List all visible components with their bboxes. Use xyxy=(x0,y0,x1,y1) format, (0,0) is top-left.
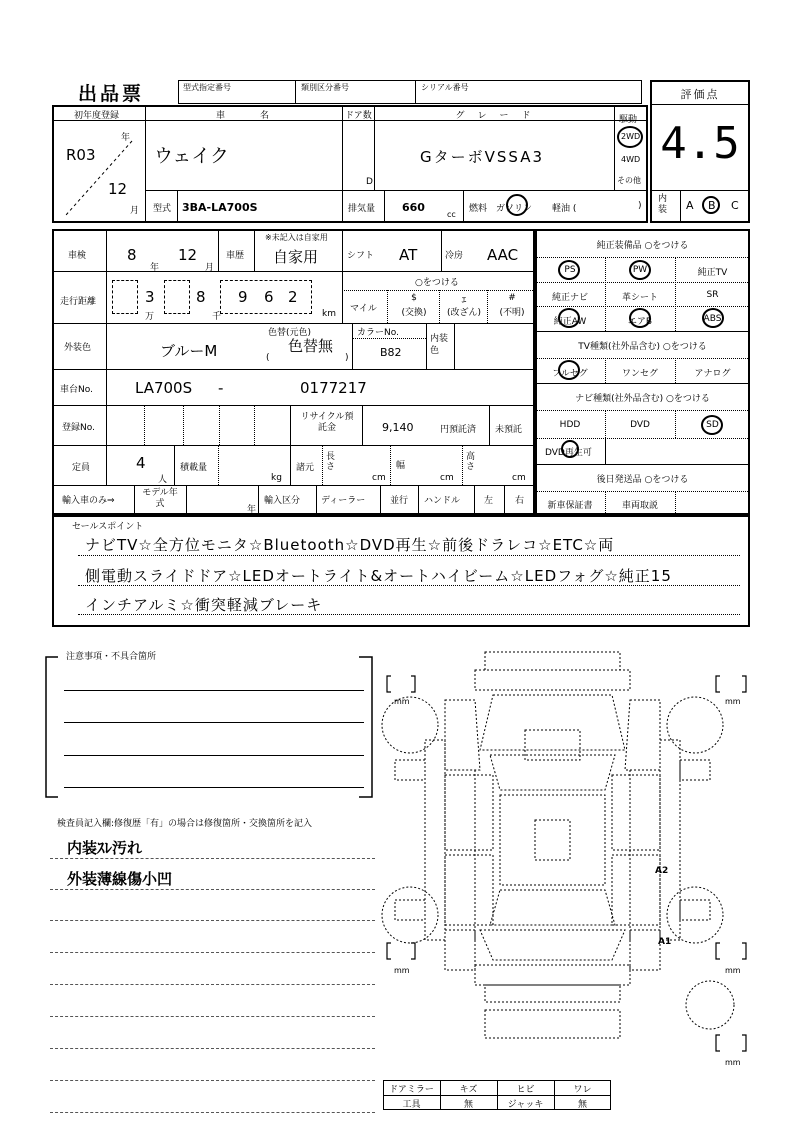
width-unit: cm xyxy=(440,473,454,483)
later-doc-warranty: 新車保証書 xyxy=(547,501,593,511)
interior-label: 内装 xyxy=(658,194,668,215)
serial-label: シリアル番号 xyxy=(421,83,469,92)
length-unit: cm xyxy=(372,473,386,483)
load-unit: kg xyxy=(271,473,282,483)
mileage-digit-box-1 xyxy=(112,280,138,314)
mileage-opt-1: (交換) xyxy=(401,308,427,318)
mileage-circle-note: ○をつける xyxy=(415,278,459,288)
repaint-label: 色替(元色) xyxy=(268,328,312,338)
equipment-title: 純正装備品 ○をつける xyxy=(596,241,689,251)
first-reg-label: 初年度登録 xyxy=(74,111,120,121)
equip-ps-circle xyxy=(558,260,580,280)
acc-door-mirror: ドアミラー xyxy=(389,1085,434,1095)
equip-abs: ABS xyxy=(703,314,722,324)
later-docs-title: 後日発送品 ○をつける xyxy=(596,475,689,485)
load-label: 積載量 xyxy=(180,463,208,473)
equip-aw: 純正AW xyxy=(553,317,587,327)
mileage-unit-sen: 千 xyxy=(212,312,222,322)
equip-tv: 純正TV xyxy=(697,268,728,278)
steering-right: 右 xyxy=(515,496,525,506)
color-code: B82 xyxy=(380,346,402,359)
capacity: 4 xyxy=(136,454,146,472)
chassis-number: 0177217 xyxy=(300,379,367,397)
mm-label-rr: mm xyxy=(725,966,741,975)
navi-dvd-play: DVD再生可 xyxy=(545,448,592,458)
navi-dvd-play-circle xyxy=(561,440,579,458)
drive-other: その他 xyxy=(617,176,641,185)
mileage-unit-man: 万 xyxy=(145,312,155,322)
acc-crack: ヒビ xyxy=(516,1085,535,1095)
grade: GターボVSSA3 xyxy=(420,148,545,166)
mileage-digit-2: 8 xyxy=(196,288,206,306)
navi-sd: SD xyxy=(706,420,719,430)
interior-grade-b: B xyxy=(708,199,716,212)
fuel-gasoline-circle xyxy=(506,194,528,216)
capacity-label: 定員 xyxy=(72,463,91,473)
equip-ps: PS xyxy=(564,265,576,275)
inspection-label: 車検 xyxy=(68,251,87,261)
import-dealer: ディーラー xyxy=(321,496,366,506)
mileage-opt-3-sym: # xyxy=(508,293,516,303)
tv-title: TV種類(社外品含む) ○をつける xyxy=(578,342,707,352)
tv-fullseg-circle xyxy=(558,360,580,380)
first-reg-month: 12 xyxy=(108,180,128,198)
inspection-year-unit: 年 xyxy=(150,263,160,273)
import-parallel: 並行 xyxy=(390,496,409,506)
acc-jack: ジャッキ xyxy=(507,1100,544,1110)
navi-hdd: HDD xyxy=(559,420,581,430)
ac: AAC xyxy=(487,246,519,264)
tv-analog: アナログ xyxy=(694,369,731,379)
inspector-label: 検査員記入欄:修復歴「有」の場合は修復箇所・交換箇所を記入 xyxy=(57,819,313,829)
acc-jack-value: 無 xyxy=(577,1100,587,1110)
mileage-opt-2-sym: ｴ xyxy=(461,296,467,306)
color-value: ブルーM xyxy=(160,342,218,360)
width-label: 幅 xyxy=(396,461,406,471)
import-label: 輸入車のみ⇒ xyxy=(62,496,115,506)
first-reg-month-unit: 月 xyxy=(130,206,140,216)
shift-label: シフト xyxy=(347,251,375,261)
recycle-other: 未預託 xyxy=(495,425,523,435)
height-label: 高さ xyxy=(466,452,476,472)
navi-title: ナビ種類(社外品含む) ○をつける xyxy=(575,394,710,404)
inspection-month: 12 xyxy=(178,246,198,264)
notes-frame xyxy=(44,655,384,805)
damage-mark-a1: A1 xyxy=(658,937,672,947)
sales-points-label: セールスポイント xyxy=(72,522,144,532)
equip-airbag-circle xyxy=(629,308,651,328)
mileage-digit-3: 9 xyxy=(238,288,248,306)
recycle-label: リサイクル預託金 xyxy=(300,412,354,433)
recycle-status: 円預託済 xyxy=(440,425,477,435)
later-doc-manual: 車両取説 xyxy=(621,501,658,511)
mileage-unit-km: km xyxy=(322,309,336,319)
navi-dvd: DVD xyxy=(630,420,650,430)
fuel-diesel: 軽油 ( xyxy=(552,204,577,214)
equip-navi: 純正ナビ xyxy=(551,293,588,303)
repaint-close: ) xyxy=(345,353,349,363)
interior-grade-c: C xyxy=(731,199,739,212)
tv-fullseg: フルセグ xyxy=(552,369,588,379)
car-condition-diagram xyxy=(375,640,755,1070)
model-label: 型式 xyxy=(153,204,172,214)
category-label: 類別区分番号 xyxy=(301,83,349,92)
mileage-digit-box-2 xyxy=(164,280,190,314)
navi-sd-circle xyxy=(701,415,723,435)
notes-label: 注意事項・不具合箇所 xyxy=(66,652,157,662)
grade-label: グ レ ー ド xyxy=(455,111,533,121)
equip-pw-circle xyxy=(629,260,651,280)
mm-label-fl: mm xyxy=(394,697,410,706)
acc-tools-value: 無 xyxy=(463,1100,473,1110)
capacity-unit: 人 xyxy=(158,475,168,485)
steering-label: ハンドル xyxy=(424,496,461,506)
fuel-close: ) xyxy=(638,201,642,211)
doors-label: ドア数 xyxy=(345,111,372,121)
repaint-value: 色替無 xyxy=(288,337,334,355)
mileage-digit-4: 6 xyxy=(264,288,274,306)
first-reg-slash xyxy=(60,135,140,220)
ac-label: 冷房 xyxy=(445,251,464,261)
interior-grade-b-circle xyxy=(702,196,720,214)
mileage-opt-3: (不明) xyxy=(499,308,525,318)
sales-point-line-1: ナビTV☆全方位モニタ☆Bluetooth☆DVD再生☆前後ドラレコ☆ETC☆両 xyxy=(85,536,615,554)
car-name: ウェイク xyxy=(154,145,229,167)
sales-point-line-2: 側電動スライドドア☆LEDオートライト&オートハイビーム☆LEDフォグ☆純正15 xyxy=(85,567,672,585)
mileage-opt-1-sym: $ xyxy=(411,293,417,303)
height-unit: cm xyxy=(512,473,526,483)
registration-label: 登録No. xyxy=(62,423,95,433)
mm-label-fr: mm xyxy=(725,697,741,706)
equip-abs-circle xyxy=(702,308,724,328)
equip-airbag: エアB xyxy=(627,317,653,327)
mileage-digit-5: 2 xyxy=(288,288,298,306)
score-label: 評価点 xyxy=(680,88,720,101)
history: 自家用 xyxy=(273,248,319,266)
displacement-label: 排気量 xyxy=(348,204,376,214)
chassis-label: 車台No. xyxy=(60,385,93,395)
interior-grade-a: A xyxy=(686,199,694,212)
tv-oneseg: ワンセグ xyxy=(621,369,658,379)
acc-tools: 工具 xyxy=(402,1100,421,1110)
acc-scratch: キズ xyxy=(459,1085,478,1095)
sales-point-line-3: インチアルミ☆衝突軽減ブレーキ xyxy=(85,596,323,614)
car-name-label: 車 名 xyxy=(215,111,271,121)
color-code-label: カラーNo. xyxy=(357,328,399,338)
length-label: 長さ xyxy=(326,452,336,472)
displacement-unit: cc xyxy=(447,210,456,219)
shift: AT xyxy=(399,246,418,264)
drive-4wd: 4WD xyxy=(621,155,641,164)
page-title: 出品票 xyxy=(78,83,145,105)
chassis-prefix: LA700S xyxy=(135,379,193,397)
recycle-amount: 9,140 xyxy=(382,421,414,434)
mm-label-rl: mm xyxy=(394,966,410,975)
drive-2wd: 2WD xyxy=(621,132,641,141)
mileage-label: 走行距離 xyxy=(60,297,97,307)
inspection-year: 8 xyxy=(127,246,137,264)
repaint-open: ( xyxy=(266,353,270,363)
history-label: 車歴 xyxy=(226,251,245,261)
dims-label: 諸元 xyxy=(296,463,315,473)
model: 3BA-LA700S xyxy=(182,201,258,214)
model-year-label: モデル年式 xyxy=(142,488,178,509)
score-value: 4.5 xyxy=(660,118,740,169)
import-type-label: 輸入区分 xyxy=(264,496,301,506)
model-year-unit: 年 xyxy=(247,505,257,515)
mileage-mile-label: マイル xyxy=(350,304,377,314)
acc-break: ワレ xyxy=(573,1085,592,1095)
equip-leather: 革シート xyxy=(621,293,658,303)
equip-aw-circle xyxy=(558,308,580,328)
chassis-dash: - xyxy=(218,379,224,397)
damage-mark-a2: A2 xyxy=(655,866,669,876)
inspector-line-2: 外装薄線傷小凹 xyxy=(67,870,173,888)
color-label: 外装色 xyxy=(64,343,92,353)
displacement: 660 xyxy=(402,201,425,214)
mileage-opt-2: (改ざん) xyxy=(446,308,482,318)
doors-unit: D xyxy=(366,177,373,187)
first-reg-era: R03 xyxy=(66,146,96,164)
fuel-label: 燃料 xyxy=(469,204,488,214)
equip-pw: PW xyxy=(632,265,648,275)
mileage-digit-1: 3 xyxy=(145,288,155,306)
first-reg-year-unit: 年 xyxy=(121,133,131,143)
interior-color-label: 内装色 xyxy=(430,334,449,356)
drive-2wd-circle xyxy=(617,126,643,148)
steering-left: 左 xyxy=(484,496,494,506)
inspection-month-unit: 月 xyxy=(205,263,215,273)
inspector-line-1: 内装ｽﾚ汚れ xyxy=(67,839,143,857)
model-code-label: 型式指定番号 xyxy=(183,83,231,92)
history-note: ※未記入は自家用 xyxy=(265,233,328,242)
equip-sr: SR xyxy=(706,290,719,300)
mm-label-spare: mm xyxy=(725,1058,741,1067)
drive-label: 駆動 xyxy=(619,115,638,125)
header-id-strip xyxy=(178,80,642,104)
fuel-gasoline: ガソリン xyxy=(496,204,533,214)
